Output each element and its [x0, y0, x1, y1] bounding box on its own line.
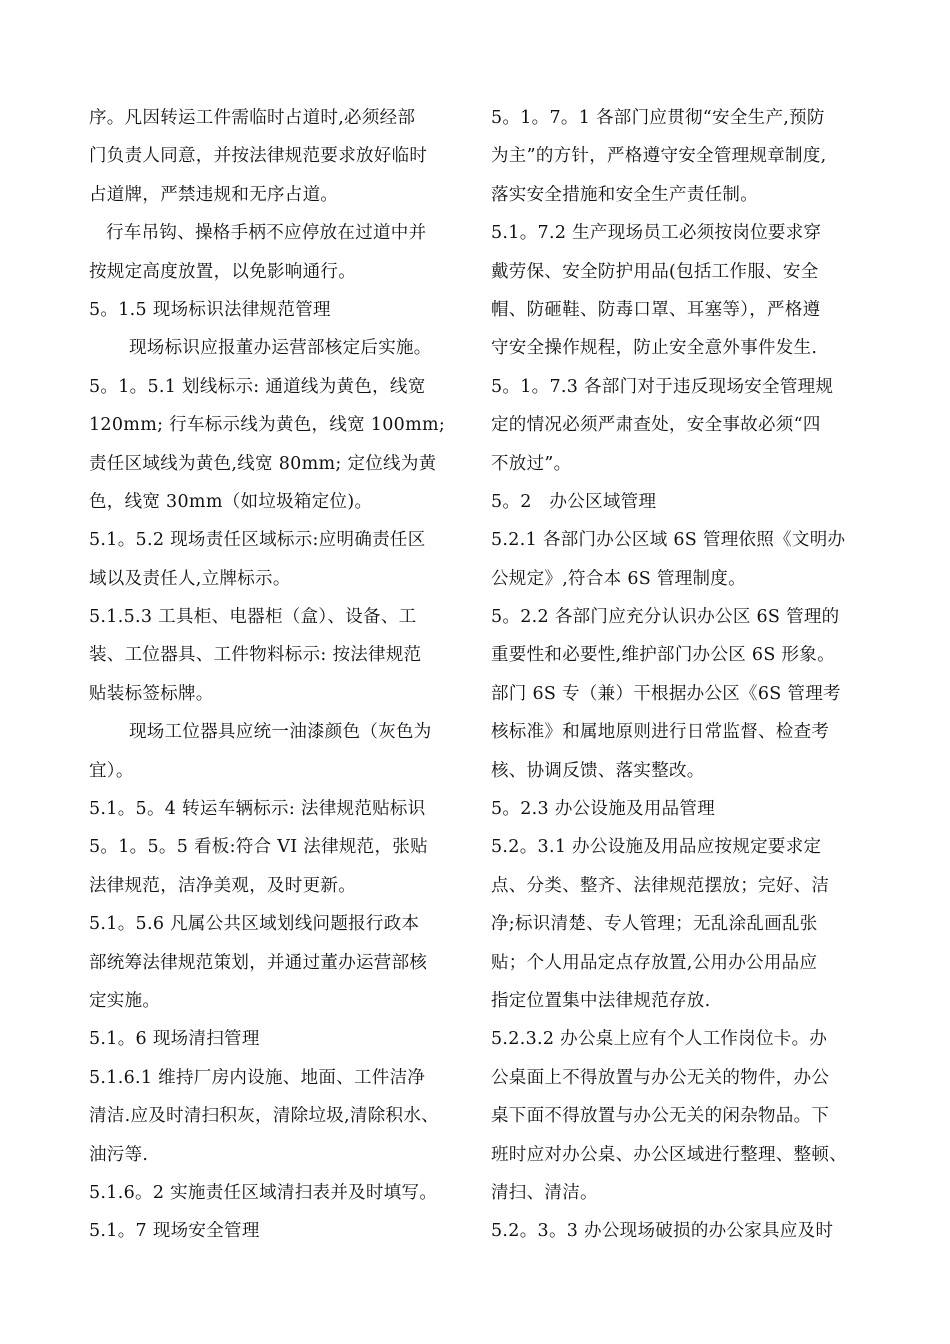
text-line: 5.2。3.1 办公设施及用品应按规定要求定 [491, 837, 822, 858]
text-line: 5。1。7.3 各部门对于违反现场安全管理规 [491, 376, 834, 397]
text-line: 5。1。7。1 各部门应贯彻“安全生产,预防 [491, 108, 825, 128]
text-line: 5.1。5.6 凡属公共区域划线问题报行政本 [89, 914, 420, 935]
text-line: 不放过”。 [491, 453, 572, 474]
text-line: 120mm; 行车标示线为黄色，线宽 100mm; [89, 415, 446, 436]
text-line: 部门 6S 专（兼）干根据办公区《6S 管理考 [491, 683, 841, 704]
text-line: 定的情况必须严肃查处，安全事故必须“四 [491, 415, 821, 436]
text-line: 5.1。5.2 现场责任区域标示:应明确责任区 [89, 530, 426, 551]
text-line: 核标准》和属地原则进行日常监督、检查考 [491, 722, 830, 743]
text-line: 宜）。 [89, 760, 134, 781]
text-line: 5.1。7.2 生产现场员工必须按岗位要求穿 [491, 223, 822, 244]
text-line: 责任区域线为黄色,线宽 80mm; 定位线为黄 [89, 453, 437, 474]
text-line: 占道牌，严禁违规和无序占道。 [89, 184, 339, 205]
text-line: 点、分类、整齐、法律规范摆放；完好、洁 [491, 875, 830, 896]
text-line: 门负责人同意，并按法律规范要求放好临时 [89, 146, 428, 167]
text-line: 定实施。 [89, 990, 161, 1011]
text-line: 5.1。7 现场安全管理 [89, 1221, 260, 1242]
text-line: 班时应对办公桌、办公区域进行整理、整顿、 [491, 1144, 847, 1165]
text-line: 公规定》,符合本 6S 管理制度。 [491, 568, 746, 589]
right-text-column [491, 99, 873, 1251]
text-line: 净;标识清楚、专人管理；无乱涂乱画乱张 [491, 914, 818, 935]
text-line: 装、工位器具、工件物料标示: 按法律规范 [89, 645, 422, 666]
text-line: 贴；个人用品定点存放置,公用办公用品应 [491, 952, 818, 973]
text-line: 色，线宽 30mm（如垃圾箱定位)。 [89, 491, 373, 512]
text-line: 帽、防砸鞋、防毒口罩、耳塞等），严格遵 [491, 299, 821, 320]
text-line: 指定位置集中法律规范存放. [491, 990, 711, 1011]
text-line: 清扫、清洁。 [491, 1182, 598, 1203]
left-text-column [89, 99, 471, 1251]
text-line: 5。2 办公区域管理 [491, 491, 657, 512]
text-line: 法律规范，洁净美观，及时更新。 [89, 875, 356, 896]
text-line: 5。2.3 办公设施及用品管理 [491, 799, 716, 820]
text-line: 油污等. [89, 1144, 149, 1165]
text-line: 清洁.应及时清扫积灰，清除垃圾,清除积水、 [89, 1106, 439, 1127]
text-line: 序。凡因转运工件需临时占道时,必须经部 [89, 108, 416, 128]
text-line: 5。1。5.1 划线标示: 通道线为黄色，线宽 [89, 376, 426, 397]
text-line: 桌下面不得放置与办公无关的闲杂物品。下 [491, 1106, 830, 1127]
text-line: 5.2.3.2 办公桌上应有个人工作岗位卡。办 [491, 1029, 828, 1050]
text-line: 5。1。5。5 看板:符合 VI 法律规范，张贴 [89, 837, 428, 858]
text-line: 5.1.6。2 实施责任区域清扫表并及时填写。 [89, 1182, 438, 1203]
text-line: 落实安全措施和安全生产责任制。 [491, 184, 758, 205]
text-line: 戴劳保、安全防护用品(包括工作服、安全 [491, 261, 819, 282]
text-line: 域以及责任人,立牌标示。 [89, 568, 291, 589]
text-line: 贴装标签标牌。 [89, 683, 214, 704]
text-line: 5.1。5。4 转运车辆标示: 法律规范贴标识 [89, 799, 426, 820]
text-line: 5.1.6.1 维持厂房内设施、地面、工件洁净 [89, 1067, 426, 1088]
text-line: 按规定高度放置，以免影响通行。 [89, 261, 356, 282]
text-line: 5.2。3。3 办公现场破损的办公家具应及时 [491, 1221, 834, 1242]
text-line: 核、协调反馈、落实整改。 [491, 760, 705, 781]
text-line: 5.1.5.3 工具柜、电器柜（盒）、设备、工 [89, 607, 417, 628]
text-line: 5。2.2 各部门应充分认识办公区 6S 管理的 [491, 607, 840, 628]
text-line: 5.2.1 各部门办公区域 6S 管理依照《文明办 [491, 530, 846, 551]
text-line: 为主”的方针，严格遵守安全管理规章制度, [491, 146, 827, 167]
text-line: 现场标识应报董办运营部核定后实施。 [129, 338, 432, 359]
text-line: 5.1。6 现场清扫管理 [89, 1029, 260, 1050]
text-line: 5。1.5 现场标识法律规范管理 [89, 299, 331, 320]
text-line: 部统筹法律规范策划，并通过董办运营部核 [89, 952, 428, 973]
text-line: 守安全操作规程，防止安全意外事件发生. [491, 338, 818, 359]
text-line: 公桌面上不得放置与办公无关的物件，办公 [491, 1067, 830, 1088]
text-line: 行车吊钩、操格手柄不应停放在过道中并 [106, 223, 427, 244]
text-line: 现场工位器具应统一油漆颜色（灰色为 [129, 722, 432, 743]
text-line: 重要性和必要性,维护部门办公区 6S 形象。 [491, 645, 835, 666]
